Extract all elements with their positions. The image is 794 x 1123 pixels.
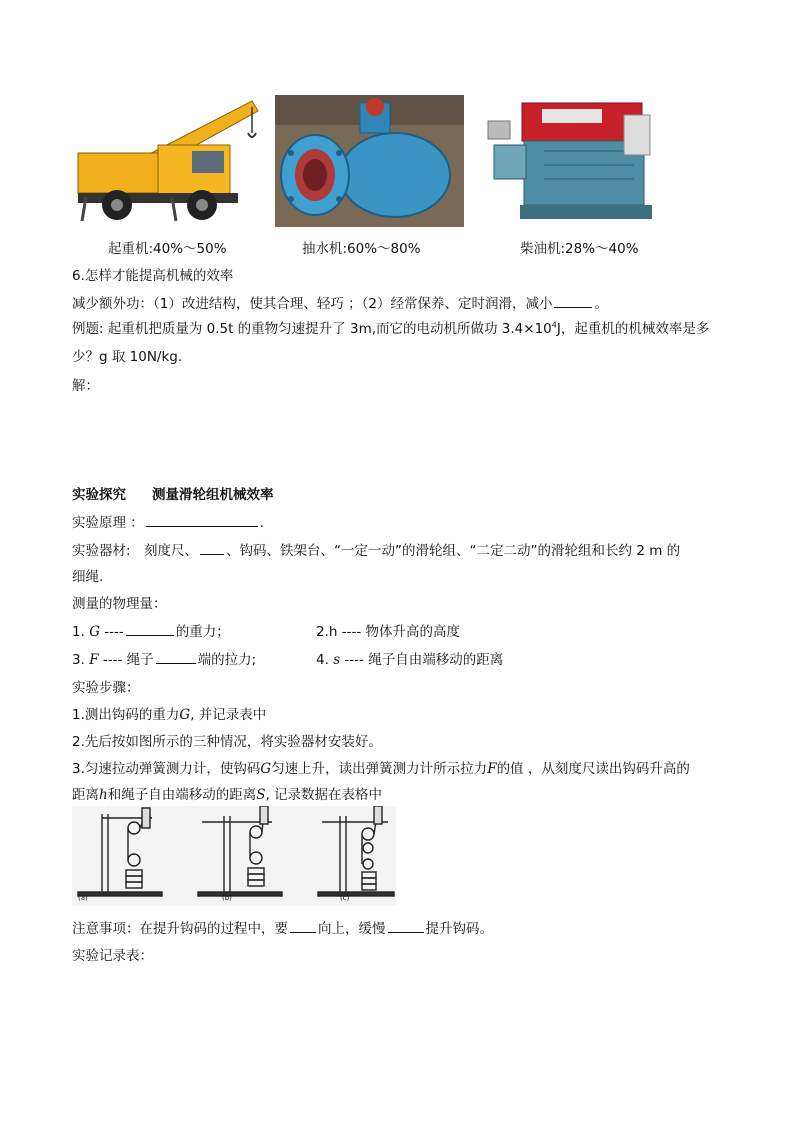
step3-text: 3.匀速拉动弹簧测力计，使钩码 <box>72 761 261 777</box>
q3-rope: ---- 绳子 <box>102 652 154 668</box>
q1-blank[interactable] <box>126 622 174 637</box>
step3-text-6: , 记录数据在表格中 <box>265 787 383 803</box>
reduce-extra-work-text: 减少额外功：（1）改进结构，使其合理、轻巧 ；（2）经常保养、定时润滑，减小 <box>72 296 553 312</box>
figure-label-a: (a) <box>78 894 88 902</box>
step3-text-4: 距离 <box>72 787 99 803</box>
figure-label-b: (b) <box>222 894 232 902</box>
principle-label: 实验原理 ： <box>72 515 144 531</box>
experiment-title-left: 实验探究 <box>72 487 126 503</box>
experiment-title-right: 测量滑轮组机械效率 <box>152 487 274 503</box>
q3-description: 端的拉力; <box>197 652 257 668</box>
q3-blank[interactable] <box>156 650 196 665</box>
step3-var-g: G <box>260 761 272 777</box>
experiment-title <box>72 483 274 503</box>
q1-number: 1. <box>72 624 85 640</box>
diesel-caption: 柴油机:28%～40% <box>520 241 639 257</box>
quantities-heading: 测量的物理量： <box>72 596 167 612</box>
notes-text-2: 向上，缓慢 <box>318 921 386 937</box>
step3-var-h: h <box>99 787 108 803</box>
record-table-label: 实验记录表： <box>72 948 153 964</box>
example-text-continued: J，起重机的机械效率是多 <box>556 321 710 337</box>
step-1 <box>72 703 266 723</box>
notes-blank-2[interactable] <box>388 919 424 934</box>
steps-heading: 实验步骤： <box>72 680 140 696</box>
pump-caption: 抽水机:60%～80% <box>302 241 421 257</box>
notes-line <box>72 917 493 937</box>
quantity-4 <box>316 648 503 668</box>
q3-number: 3. <box>72 652 85 668</box>
q4-number: 4. <box>316 652 329 668</box>
equipment-label: 实验器材: 刻度尺、 <box>72 543 199 559</box>
principle-blank[interactable] <box>146 513 258 528</box>
equipment-line <box>72 539 680 559</box>
step-3-continued <box>72 783 382 803</box>
step1-text-end: , 并记录表中 <box>190 707 267 723</box>
equipment-list: 、钩码、铁架台、“一定一动”的滑轮组、“二定二动”的滑轮组和长约 2 m 的 <box>226 543 681 559</box>
solution-label: 解： <box>72 378 99 394</box>
exponent: 4 <box>551 320 557 330</box>
step3-var-s: S <box>256 787 266 803</box>
step3-var-f: F <box>487 761 497 777</box>
q1-dash: ---- <box>104 624 124 640</box>
crane-caption: 起重机:40%～50% <box>108 241 227 257</box>
equipment-line-2: 细绳. <box>72 569 104 585</box>
step-2: 2.先后按如图所示的三种情况，将实验器材安装好。 <box>72 734 382 750</box>
answer-blank[interactable] <box>554 294 592 309</box>
quantity-1 <box>72 620 230 640</box>
diesel-engine-image <box>484 95 666 226</box>
reduce-extra-work-line <box>72 292 608 312</box>
notes-blank-1[interactable] <box>290 919 316 934</box>
notes-text-3: 提升钩码。 <box>425 921 493 937</box>
figure-label-c: (c) <box>340 894 350 902</box>
step3-text-2: 匀速上升，读出弹簧测力计所示拉力 <box>271 761 488 777</box>
equipment-blank[interactable] <box>200 541 224 556</box>
example-line-2: 少？g 取 10N/kg. <box>72 349 183 365</box>
principle-end: . <box>259 515 265 531</box>
quantity-3 <box>72 648 256 668</box>
quantity-2: 2.h ---- 物体升高的高度 <box>316 624 461 640</box>
q1-description: 的重力； <box>175 624 230 640</box>
q4-description: ---- 绳子自由端移动的距离 <box>344 652 504 668</box>
crane-image <box>72 93 267 228</box>
q3-variable: F <box>89 652 99 668</box>
step-3 <box>72 757 690 777</box>
step3-text-3: 的值 ，从刻度尺读出钩码升高的 <box>496 761 690 777</box>
q4-variable: s <box>333 652 341 668</box>
example-line-1 <box>72 317 709 337</box>
pulley-setup-figure <box>72 806 396 906</box>
step1-variable: G <box>179 707 191 723</box>
principle-line <box>72 511 264 531</box>
section-heading: 6.怎样才能提高机械的效率 <box>72 268 234 284</box>
q1-variable: G <box>89 624 100 640</box>
water-pump-image <box>275 95 464 227</box>
example-text: 例题: 起重机把质量为 0.5t 的重物匀速提升了 3m,而它的电动机所做功 3.4×10 <box>72 321 552 337</box>
punctuation: 。 <box>594 296 608 312</box>
notes-text: 注意事项：在提升钩码的过程中，要 <box>72 921 288 937</box>
step1-text: 1.测出钩码的重力 <box>72 707 180 723</box>
step3-text-5: 和绳子自由端移动的距离 <box>107 787 257 803</box>
